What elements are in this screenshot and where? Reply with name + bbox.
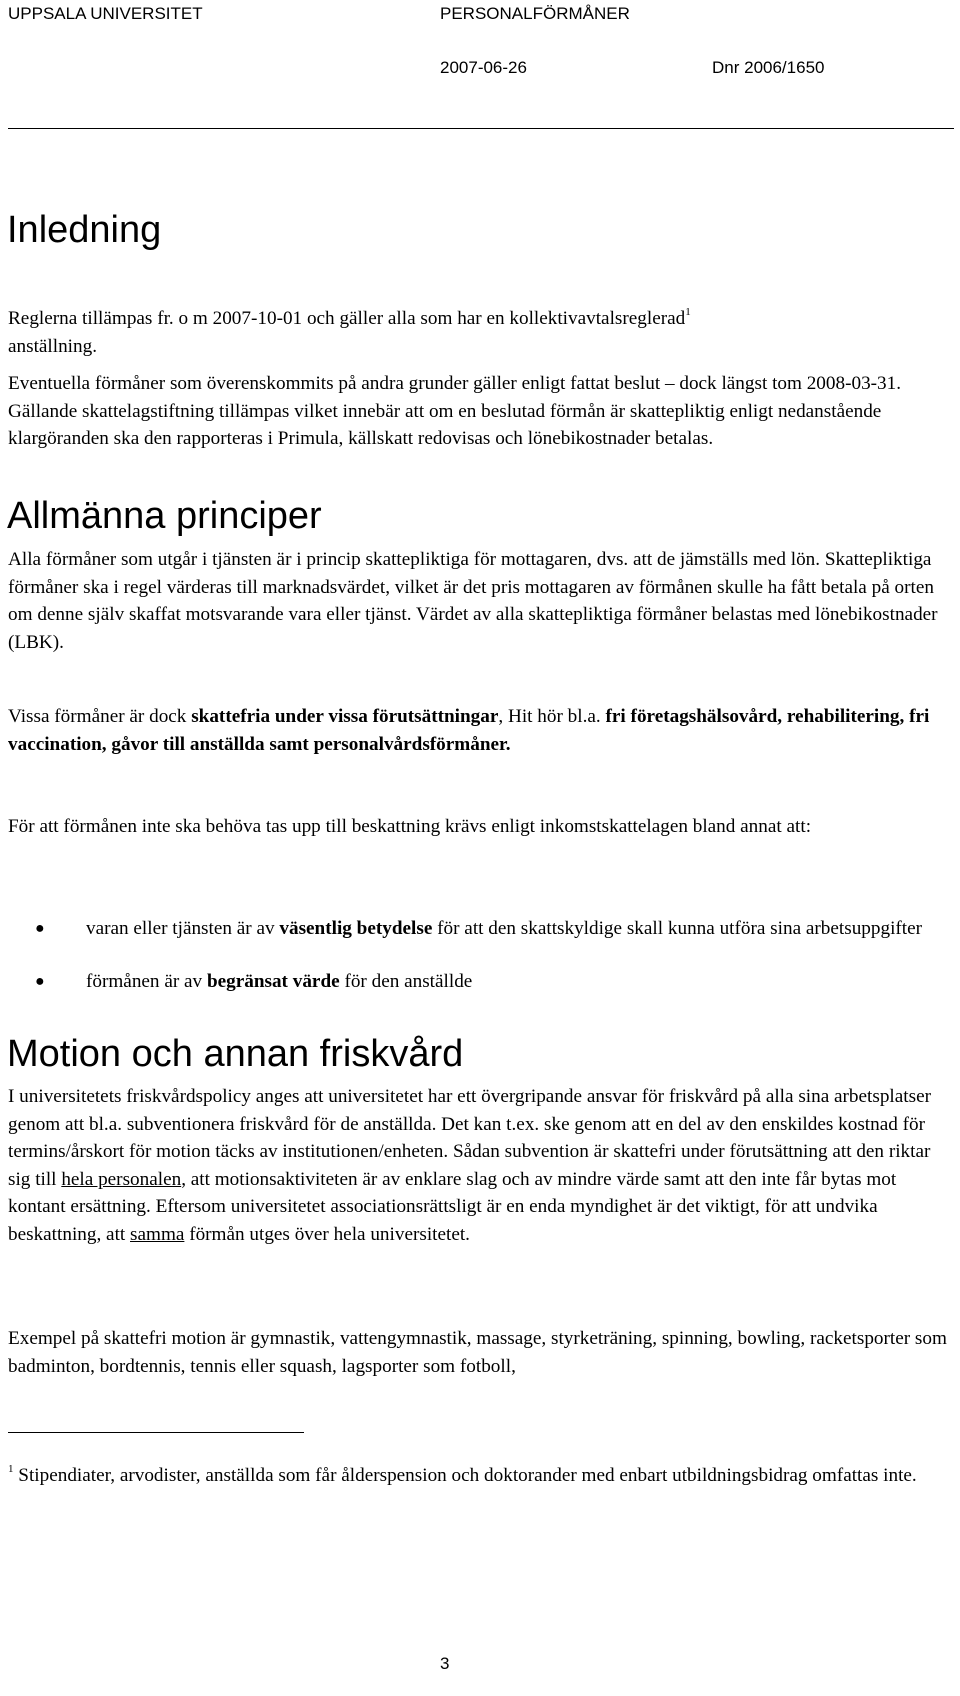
text-segment: Reglerna tillämpas fr. o m 2007-10-01 och gäller alla som har en kollektivavtalsreglerad <box>8 308 686 329</box>
paragraph-motion-2: Exempel på skattefri motion är gymnastik, vattengymnastik, massage, styrketräning, spinning, bowling, racketsporter som badminton, bordtennis, tennis eller squash, lagsporter som fotboll, <box>8 1328 947 1377</box>
footnote-number: 1 <box>8 1463 14 1475</box>
paragraph-inledning-1 <box>8 305 956 360</box>
footnote-rule <box>8 1432 304 1433</box>
paragraph-allmanna-2 <box>8 703 956 758</box>
bullet-text <box>86 915 958 943</box>
heading-motion: Motion och annan friskvård <box>7 1033 464 1075</box>
header-rule <box>8 128 954 129</box>
text-segment: I universitetets friskvårdspolicy anges att universitetet har ett övergripande ansvar för friskvård på alla sina arbetsplatser genom att bl.a. subventionera friskvård för de anställda. Det kan t.ex. ske genom att en del av den enskildes kostnad för termins/årskort för motion täcks av institutionen/enheten. Sådan subvention är skattefri under förutsättning att den riktar sig till <box>8 1086 931 1190</box>
bullet-icon: ● <box>35 973 45 990</box>
header-university: UPPSALA UNIVERSITET <box>8 4 203 23</box>
bold-segment: begränsat värde <box>206 971 340 992</box>
underlined-segment: samma <box>130 1223 185 1245</box>
bold-segment: väsentlig betydelse <box>279 918 433 939</box>
bullet-text <box>86 968 958 996</box>
text-segment: anställning. <box>8 335 97 357</box>
text-segment: för att den skattskyldige skall kunna utföra sina arbetsuppgifter <box>432 918 923 939</box>
text-segment: Vissa förmåner är dock <box>8 706 192 727</box>
bullet-icon: ● <box>35 920 45 937</box>
footnote <box>8 1462 956 1490</box>
footnote-text: Stipendiater, arvodister, anställda som får ålderspension och doktorander med enbart utbildningsbidrag omfattas inte. <box>13 1465 917 1486</box>
heading-allmanna-principer: Allmänna principer <box>7 495 322 537</box>
text-segment: förmånen är av <box>86 971 207 992</box>
footnote-ref: 1 <box>685 306 691 318</box>
header-date: 2007-06-26 <box>440 58 527 77</box>
paragraph-motion-1 <box>8 1083 956 1249</box>
paragraph-allmanna-1: Alla förmåner som utgår i tjänsten är i princip skattepliktiga för mottagaren, dvs. att de jämställs med lön. Skattepliktiga förmåner ska i regel värderas till marknadsvärdet, vilket är det pris mottagaren av förmånen skulle ha fått betala på orten om denne själv skaffat motsvarande vara eller tjänst. Värdet av alla skattepliktiga förmåner belastas med lönebikostnader (LBK). <box>8 549 938 653</box>
bold-segment: fri företagshälsovård, rehabilitering, fri vaccination, gåvor till anställda samt personalvårdsförmåner. <box>8 706 930 755</box>
page-number: 3 <box>440 1654 450 1673</box>
paragraph-allmanna-3: För att förmånen inte ska behöva tas upp till beskattning krävs enligt inkomstskattelagen bland annat att: <box>8 816 812 837</box>
header-office: PERSONALFÖRMÅNER <box>440 4 630 23</box>
text-segment: för den anställde <box>339 971 473 992</box>
text-segment: varan eller tjänsten är av <box>86 918 280 939</box>
text-segment: , att motionsaktiviteten är av enklare slag och av mindre värde samt att den inte får bytas mot kontant ersättning. Eftersom universitetet associationsrättsligt är en enda myndighet är det viktigt, för att undvika beskattning, att <box>8 1168 897 1245</box>
underlined-segment: hela personalen <box>61 1168 182 1190</box>
text-segment: , Hit hör bl.a. <box>498 706 606 727</box>
paragraph-inledning-2: Eventuella förmåner som överenskommits på andra grunder gäller enligt fattat beslut – dock längst tom 2008-03-31. Gällande skattelagstiftning tillämpas vilket innebär att om en beslutad förmån är skattepliktig enligt nedanstående klargöranden ska den rapporteras i Primula, källskatt redovisas och lönebikostnader betalas. <box>8 373 902 450</box>
heading-inledning: Inledning <box>7 209 162 251</box>
bold-segment: skattefria under vissa förutsättningar <box>191 706 499 727</box>
header-dnr: Dnr 2006/1650 <box>712 58 825 77</box>
text-segment: förmån utges över hela universitetet. <box>184 1223 470 1245</box>
